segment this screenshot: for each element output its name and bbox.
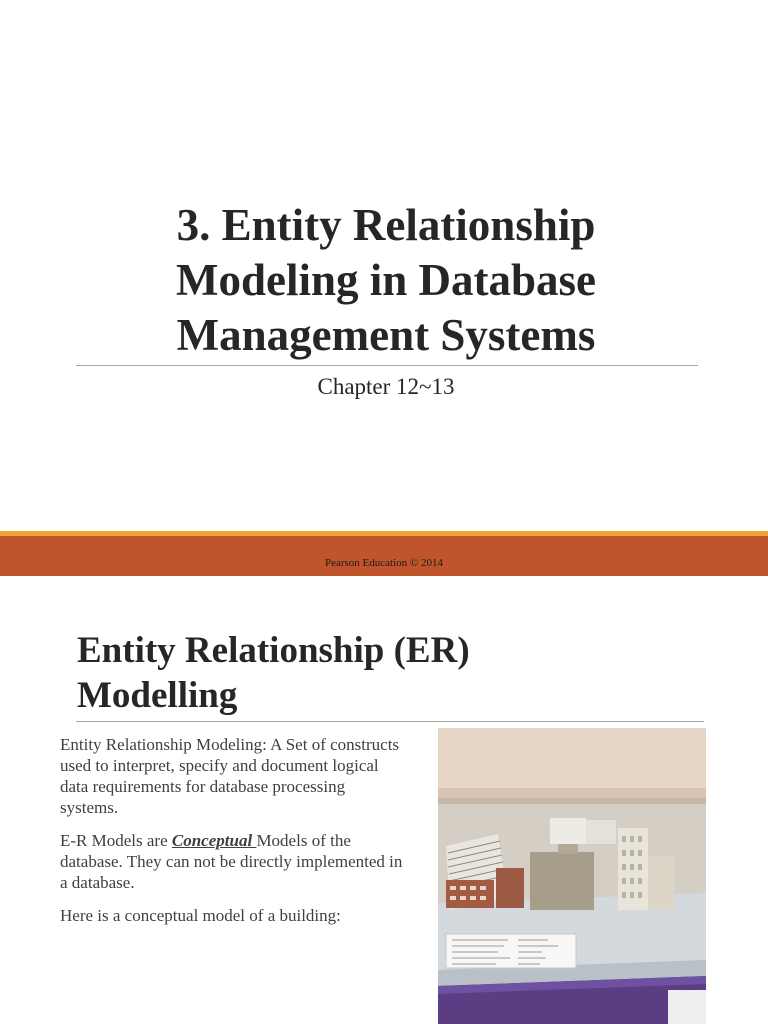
title-divider	[76, 365, 698, 366]
slide-body	[60, 734, 405, 938]
title-line-1: 3. Entity Relationship	[176, 200, 596, 250]
slide-title	[80, 198, 692, 363]
title-line-2: Modeling in Database	[175, 255, 597, 305]
heading-line-2: Modelling	[77, 675, 238, 716]
building-model-photo	[438, 728, 706, 1024]
paragraph-definition: Entity Relationship Modeling: A Set of constructs used to interpret, specify and document logical data requirements for database processing systems.	[60, 735, 400, 817]
footer-copyright: Pearson Education © 2014	[324, 557, 444, 569]
paragraph-building: Here is a conceptual model of a building:	[60, 906, 341, 925]
heading-divider	[76, 721, 704, 722]
paragraph-conceptual-after: Models of the database. They can not be directly implemented in a database.	[60, 831, 403, 892]
conceptual-emphasis: Conceptual	[171, 831, 257, 850]
paragraph-conceptual	[60, 830, 405, 893]
heading-line-1: Entity Relationship (ER)	[77, 630, 470, 671]
slide-heading	[77, 628, 697, 718]
paragraph-conceptual-before: E-R Models are	[60, 831, 172, 850]
content-slide	[0, 576, 768, 1024]
slide-subtitle: Chapter 12~13	[317, 374, 455, 399]
title-line-3: Management Systems	[176, 310, 596, 360]
